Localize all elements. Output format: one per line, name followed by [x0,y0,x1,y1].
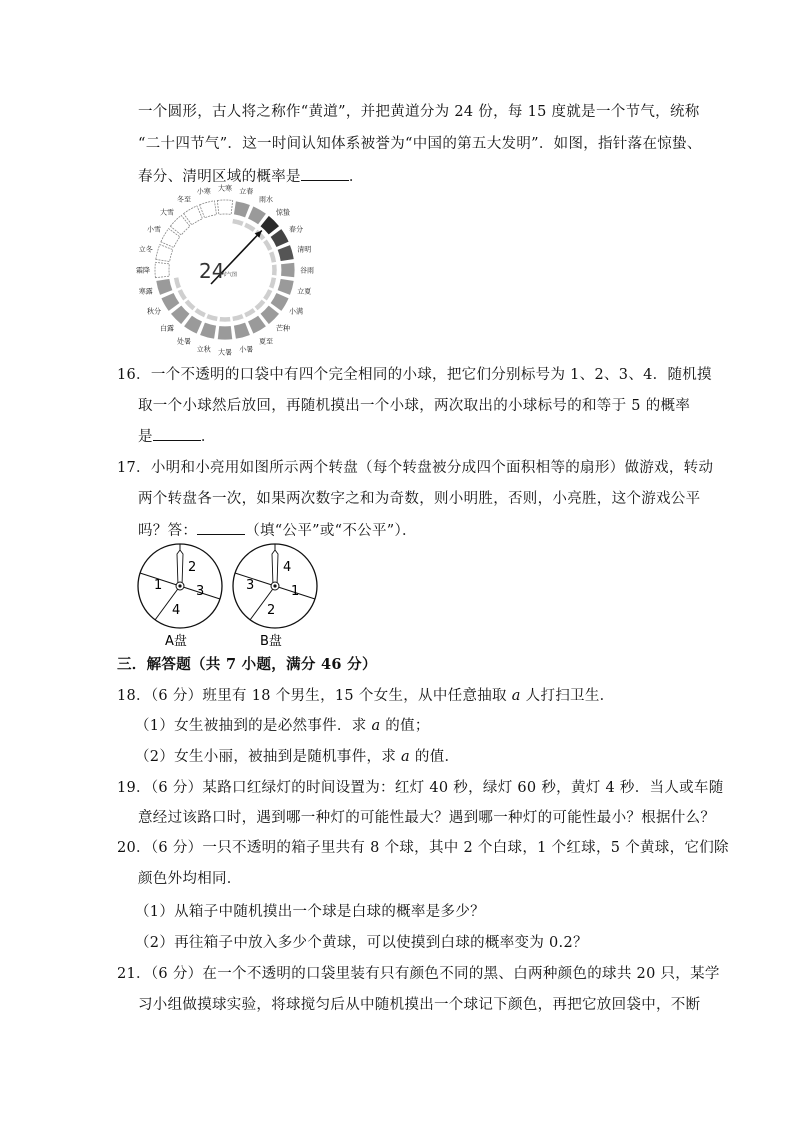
q19-line-2: 意经过该路口时，遇到哪一种灯的可能性最大？遇到哪一种灯的可能性最小？根据什么？ [138,810,716,826]
wheel-center-label: 24 [199,259,225,283]
wheel-term-label: 霜降 [136,266,150,275]
wheel-inner-segment [272,264,277,275]
q20-line-2: 颜色外均相同． [138,871,242,887]
wheel-term-label: 立秋 [196,345,211,354]
q21-line-2: 习小组做摸球实验，将球搅匀后从中随机摸出一个球记下颜色，再把它放回袋中，不断 [138,997,701,1013]
q15-line-2: “二十四节气”．这一时间认知体系被誉为“中国的第五大发明”．如图，指针落在惊蛰、 [138,136,702,152]
q18-text: 18．（6 分）班里有 18 个男生，15 个女生，从中任意抽取 [117,688,512,704]
disk-b-number: 3 [246,578,255,593]
q20-line-1: 20．（6 分）一只不透明的箱子里共有 8 个球，其中 2 个白球，1 个红球，5 个黄球，它们除 [117,840,729,856]
wheel-term-label: 立冬 [138,245,153,254]
wheel-segment [233,322,250,339]
disk-a-number: 2 [188,560,197,575]
wheel-inner-segment [206,219,218,227]
wheel-segment [281,262,295,277]
wheel-term-label: 处暑 [177,337,191,346]
disk-a-number: 1 [154,578,163,593]
disk-a-number: 3 [196,584,205,599]
wheel-inner-segment [173,264,178,275]
wheel-inner-segment [254,299,265,310]
disk-b [233,544,317,649]
disk-b-label: B盘 [260,634,282,649]
wheel-term-label: 芒种 [275,324,290,333]
q17-line-3 [138,520,417,541]
wheel-term-label: 小寒 [196,187,211,196]
wheel-inner-segment [174,277,182,289]
disk-b-number: 1 [291,584,300,599]
variable-a: a [371,718,381,734]
wheel-inner-segment [263,289,273,301]
q15-line-3 [138,166,364,187]
wheel-inner-segment [184,229,195,240]
wheel-inner-segment [206,314,218,322]
wheel-inner-segment [232,314,244,322]
wheel-inner-segment [184,299,195,310]
q16-line-2: 取一个小球然后放回，再随机摸出一个小球，两次取出的小球标号的和等于 5 的概率 [138,398,691,414]
wheel-inner-segment [177,289,187,301]
wheel-segment [277,245,294,262]
wheel-term-label: 小雪 [146,225,161,234]
q15-line-1: 一个圆形，古人将之称作“黄道”，并把黄道分为 24 份，每 15 度就是一个节气，统称 [138,104,700,120]
solar-terms-wheel [135,184,315,357]
q18-sub-2 [135,747,459,767]
wheel-inner-segment [269,251,277,263]
variable-a: a [511,688,521,704]
wheel-term-label: 惊蛰 [275,208,290,217]
disk-a-label: A盘 [165,634,187,649]
q20-sub-1: （1）从箱子中随机摸出一个球是白球的概率是多少？ [135,904,485,920]
q18-sub-1 [135,716,430,736]
q18-sub2-end: 的值． [410,749,460,765]
answer-blank [197,520,245,535]
q18-line-1 [117,686,614,706]
wheel-term-label: 夏至 [259,337,273,346]
answer-blank [153,426,201,441]
wheel-term-label: 白露 [160,324,175,333]
section-heading: 三．解答题（共 7 小题，满分 46 分） [117,656,377,673]
answer-blank [301,166,349,181]
q16-text: 是 [138,429,153,445]
q16-end: ． [200,429,216,445]
wheel-segment [156,278,173,295]
q18-sub1-end: 的值； [380,718,430,734]
wheel-term-label: 冬至 [177,195,191,204]
wheel-inner-segment [219,218,230,223]
q18-sub1-text: （1）女生被抽到的是必然事件．求 [135,718,372,734]
wheel-inner-segment [177,239,187,251]
q18-sub2-text: （2）女生小丽，被抽到是随机事件，求 [135,749,402,765]
wheel-inner-segment [244,222,256,232]
wheel-term-label: 谷雨 [300,266,314,275]
q15-text: 春分、清明区域的概率是 [138,169,301,185]
wheel-inner-segment [194,222,206,232]
wheel-term-label: 清明 [297,245,312,254]
wheel-term-label: 小暑 [239,345,254,354]
wheel-center-sublabel: 节气图 [222,272,238,278]
q18-text-end: 人打扫卫生． [520,688,615,704]
wheel-term-label: 寒露 [138,287,153,296]
disk-a [138,544,222,649]
wheel-segment [233,201,250,218]
spinner-disks [132,546,317,654]
wheel-term-label: 立夏 [297,287,312,296]
disk-b-number: 2 [267,603,276,618]
wheel-inner-segment [232,219,244,227]
wheel-inner-segment [194,308,206,318]
wheel-term-label: 雨水 [259,195,273,204]
wheel-segment [156,245,173,262]
wheel-inner-segment [263,239,273,251]
wheel-term-label: 大暑 [218,348,232,357]
q16-line-1: 16．一个不透明的口袋中有四个完全相同的小球，把它们分别标号为 1、2、3、4．随机摸 [117,367,712,383]
wheel-segment [200,322,217,339]
wheel-inner-segment [244,308,256,318]
wheel-segment [217,326,232,340]
q15-end: ． [348,169,364,185]
wheel-inner-segment [219,317,230,322]
wheel-term-label: 小满 [289,307,304,316]
wheel-term-label: 立春 [239,187,254,196]
wheel-segment [155,262,169,277]
q16-line-3 [138,426,216,447]
wheel-segment [277,278,294,295]
disk-b-number: 4 [283,560,292,575]
q20-sub-2: （2）再往箱子中放入多少个黄球，可以使摸到白球的概率变为 0.2？ [135,935,588,951]
wheel-inner-segment [269,277,277,289]
q17-end: （填“公平”或“不公平”）． [245,523,417,539]
wheel-term-label: 大雪 [160,208,175,217]
variable-a: a [401,749,410,765]
wheel-inner-segment [174,251,182,263]
disk-a-number: 4 [172,603,181,618]
q17-line-2: 两个转盘各一次，如果两次数字之和为奇数，则小明胜，否则，小亮胜，这个游戏公平 [138,491,701,507]
q21-line-1: 21．（6 分）在一个不透明的口袋里装有只有颜色不同的黑、白两种颜色的球共 20 只，某学 [117,966,720,982]
wheel-term-label: 大寒 [218,184,232,193]
q17-line-1: 17．小明和小亮用如图所示两个转盘（每个转盘被分成四个面积相等的扇形）做游戏，转动 [117,460,714,476]
wheel-term-label: 春分 [289,225,304,234]
wheel-segment [200,201,217,218]
wheel-segment [217,200,232,214]
wheel-term-label: 秋分 [146,307,161,316]
q17-text: 吗？答： [138,523,198,539]
q19-line-1: 19．（6 分）某路口红绿灯的时间设置为：红灯 40 秒，绿灯 60 秒，黄灯 4 秒．当人或车随 [117,780,724,796]
